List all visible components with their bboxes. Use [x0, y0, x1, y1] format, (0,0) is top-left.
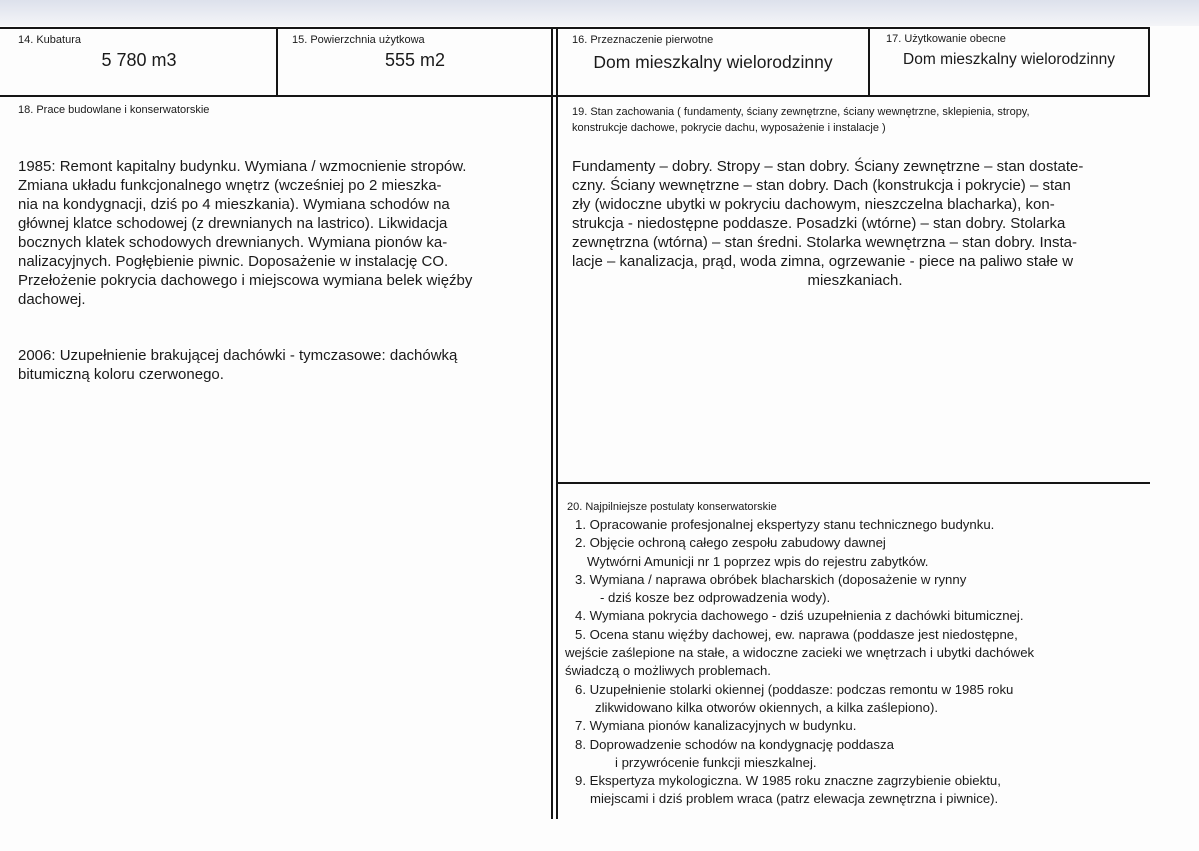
postulat-line: zlikwidowano kilka otworów okiennych, a kilka zaślepiono).: [595, 699, 939, 715]
przeznaczenie-value: Dom mieszkalny wielorodzinny: [593, 52, 833, 72]
prace-line: Zmiana układu funkcjonalnego wnętrz (wcześniej po 2 mieszka-: [18, 177, 442, 194]
kubatura-label: 14. Kubatura: [18, 34, 81, 46]
prace-line: Przełożenie pokrycia dachowego i miejscowa wymiana belek więźby: [18, 272, 473, 289]
stan-line: czny. Ściany wewnętrzne – stan dobry. Dach (konstrukcja i pokrycie) – stan: [572, 177, 1071, 194]
rule-section-20: [557, 482, 1150, 484]
postulat-line: 8. Doprowadzenie schodów na kondygnację poddasza: [575, 736, 894, 752]
prace-paragraph-2006: [18, 346, 457, 384]
prace-line: nia na kondygnacji, dziś po 4 mieszkania). Wymiana schodów na: [18, 196, 450, 213]
divider-main: [551, 27, 553, 819]
postulat-line: wejście zaślepione na stałe, a widoczne zacieki we wnętrzach i ubytki dachówek: [565, 645, 1035, 661]
prace-paragraph-1985: [18, 157, 472, 309]
prace-label: 18. Prace budowlane i konserwatorskie: [18, 104, 210, 116]
stan-paragraph: [572, 157, 1138, 290]
uzytkowanie-value: Dom mieszkalny wielorodzinny: [903, 51, 1115, 68]
prace-line: głównej klatce schodowej (z drewnianych na lastrico). Likwidacja: [18, 215, 448, 232]
divider-14-15: [276, 27, 278, 97]
prace-line: nalizacyjnych. Pogłębienie piwnic. Doposażenie w instalację CO.: [18, 253, 449, 270]
prace-line: 2006: Uzupełnienie brakującej dachówki - tymczasowe: dachówką: [18, 347, 458, 364]
rule-under-fields: [0, 95, 1150, 97]
postulat-line: 1. Opracowanie profesjonalnej ekspertyzy stanu technicznego budynku.: [575, 517, 995, 532]
kubatura-value: 5 780 m3: [101, 50, 177, 70]
postulat-line: świadczą o możliwych problemach.: [565, 663, 771, 679]
stan-label-line: konstrukcje dachowe, pokrycie dachu, wyposażenie i instalacje ): [572, 122, 886, 134]
right-border: [1148, 27, 1150, 97]
postulat-line: 7. Wymiana pionów kanalizacyjnych w budynku.: [575, 718, 857, 734]
prace-line: bocznych klatek schodowych drewnianych. Wymiana pionów ka-: [18, 234, 448, 251]
prace-line: dachowej.: [18, 291, 86, 308]
postulat-line: 2. Objęcie ochroną całego zespołu zabudowy dawnej: [575, 535, 886, 551]
stan-label: [572, 104, 1030, 136]
stan-line: zewnętrzna (wtórna) – stan średni. Stolarka wewnętrzna – stan dobry. Insta-: [572, 234, 1077, 251]
postulat-line: 9. Ekspertyza mykologiczna. W 1985 roku znaczne zagrzybienie obiektu,: [575, 773, 1001, 789]
stan-line: strukcja - niedostępne poddasze. Posadzki (wtórne) – stan dobry. Stolarka: [572, 215, 1066, 232]
postulat-line: - dziś kosze bez odprowadzenia wody).: [600, 590, 831, 606]
postulat-line: 5. Ocena stanu więźby dachowej, ew. naprawa (poddasze jest niedostępne,: [575, 626, 1018, 642]
scan-top-band: [0, 0, 1199, 26]
przeznaczenie-label: 16. Przeznaczenie pierwotne: [572, 34, 714, 46]
rule-top: [0, 27, 1150, 29]
postulaty-list: [555, 516, 1034, 809]
prace-line: bitumiczną koloru czerwonego.: [18, 366, 224, 383]
stan-label-line: 19. Stan zachowania ( fundamenty, ściany zewnętrzne, ściany wewnętrzne, sklepienia, stropy,: [572, 106, 1030, 118]
divider-16-17: [868, 27, 870, 97]
postulat-line: 3. Wymiana / naprawa obróbek blacharskich (doposażenie w rynny: [575, 571, 967, 587]
powierzchnia-label: 15. Powierzchnia użytkowa: [292, 34, 425, 46]
stan-line: Fundamenty – dobry. Stropy – stan dobry. Ściany zewnętrzne – stan dostate-: [572, 158, 1084, 175]
stan-line: lacje – kanalizacja, prąd, woda zimna, ogrzewanie - piece na paliwo stałe w: [572, 253, 1074, 270]
stan-line: zły (widoczne ubytki w pokryciu dachowym, nieszczelna blacharka), kon-: [572, 196, 1055, 213]
uzytkowanie-label: 17. Użytkowanie obecne: [886, 33, 1006, 45]
stan-line-last: mieszkaniach.: [807, 272, 903, 289]
postulat-line: 6. Uzupełnienie stolarki okiennej (poddasze: podczas remontu w 1985 roku: [575, 681, 1014, 697]
postulaty-label: 20. Najpilniejsze postulaty konserwatorskie: [567, 501, 777, 513]
postulat-line: 4. Wymiana pokrycia dachowego - dziś uzupełnienia z dachówki bitumicznej.: [575, 608, 1024, 624]
postulat-line: i przywrócenie funkcji mieszkalnej.: [615, 754, 817, 770]
postulat-line: miejscami i dziś problem wraca (patrz elewacja zewnętrzna i piwnice).: [590, 791, 999, 807]
powierzchnia-value: 555 m2: [384, 50, 446, 70]
prace-line: 1985: Remont kapitalny budynku. Wymiana / wzmocnienie stropów.: [18, 158, 467, 175]
postulat-line: Wytwórni Amunicji nr 1 poprzez wpis do rejestru zabytków.: [587, 553, 929, 569]
